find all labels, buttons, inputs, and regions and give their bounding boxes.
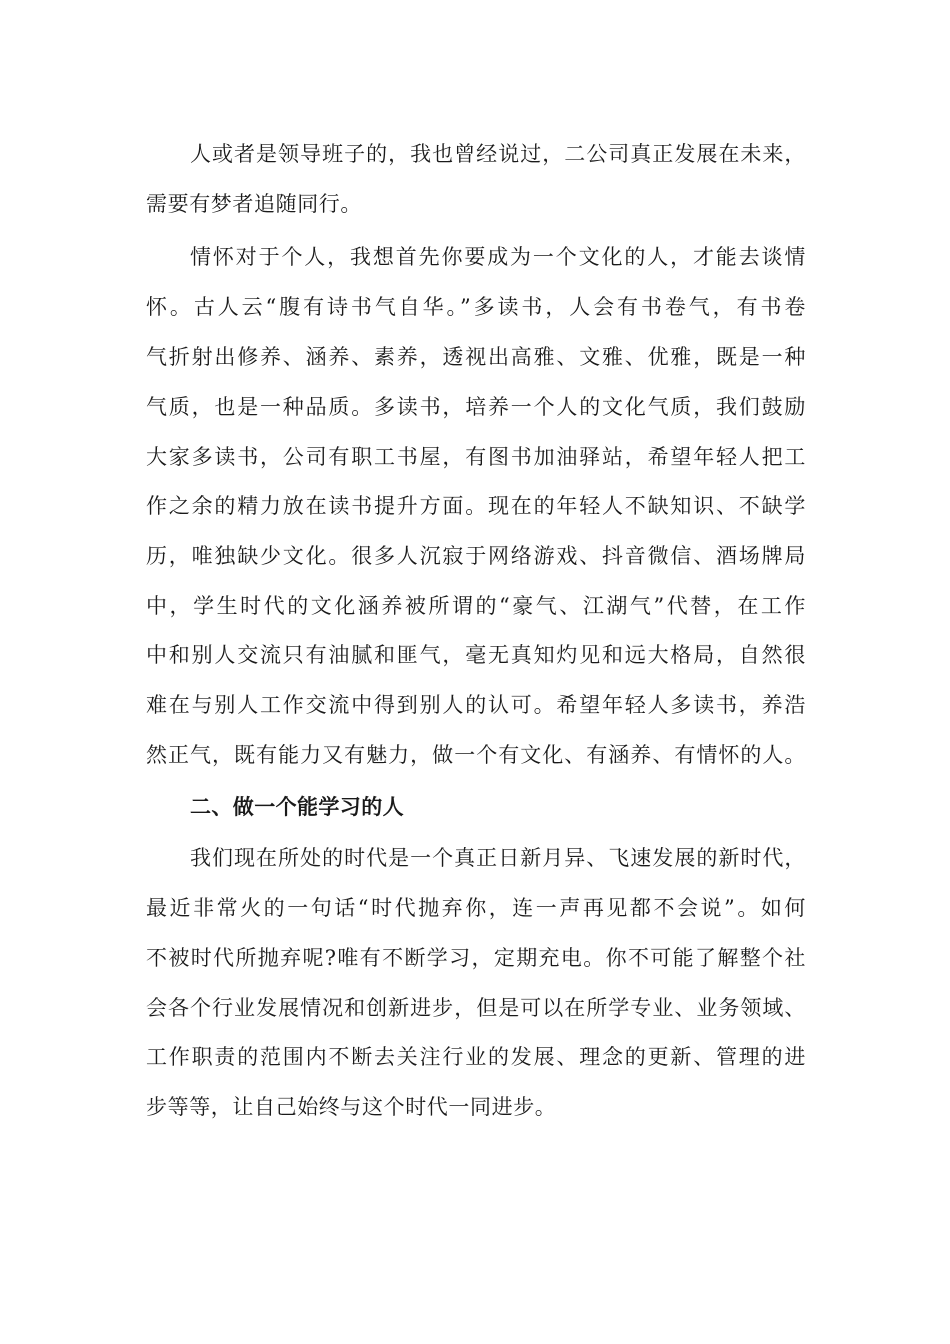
paragraph-line: 历，唯独缺少文化。很多人沉寂于网络游戏、抖音微信、酒场牌局 — [146, 544, 806, 568]
section-heading: 二、做一个能学习的人 — [190, 795, 404, 819]
paragraph-line: 中，学生时代的文化涵养被所谓的“豪气、江湖气”代替，在工作 — [146, 594, 806, 618]
paragraph-line: 大家多读书，公司有职工书屋，有图书加油驿站，希望年轻人把工 — [146, 445, 806, 469]
paragraph-line: 中和别人交流只有油腻和匪气，毫无真知灼见和远大格局，自然很 — [146, 643, 806, 667]
paragraph-line: 我们现在所处的时代是一个真正日新月异、飞速发展的新时代， — [190, 846, 806, 870]
paragraph-line: 怀。古人云“腹有诗书气自华。”多读书，人会有书卷气，有书卷 — [146, 295, 806, 319]
paragraph-line: 人或者是领导班子的，我也曾经说过，二公司真正发展在未来， — [190, 142, 806, 166]
paragraph-line: 会各个行业发展情况和创新进步，但是可以在所学专业、业务领域、 — [146, 996, 806, 1020]
paragraph-line: 难在与别人工作交流中得到别人的认可。希望年轻人多读书，养浩 — [146, 693, 806, 717]
paragraph-line: 情怀对于个人，我想首先你要成为一个文化的人，才能去谈情 — [190, 245, 806, 269]
paragraph-line: 不被时代所抛弃呢?唯有不断学习，定期充电。你不可能了解整个社 — [146, 946, 806, 970]
paragraph-line: 作之余的精力放在读书提升方面。现在的年轻人不缺知识、不缺学 — [146, 494, 806, 518]
paragraph-line: 然正气，既有能力又有魅力，做一个有文化、有涵养、有情怀的人。 — [146, 743, 806, 767]
paragraph-line: 需要有梦者追随同行。 — [146, 192, 362, 216]
paragraph-line: 气折射出修养、涵养、素养，透视出高雅、文雅、优雅，既是一种 — [146, 345, 806, 369]
paragraph-line: 气质，也是一种品质。多读书，培养一个人的文化气质，我们鼓励 — [146, 395, 806, 419]
paragraph-line: 工作职责的范围内不断去关注行业的发展、理念的更新、管理的进 — [146, 1045, 806, 1069]
paragraph-line: 步等等，让自己始终与这个时代一同进步。 — [146, 1095, 557, 1119]
paragraph-line: 最近非常火的一句话“时代抛弃你，连一声再见都不会说”。如何 — [146, 896, 806, 920]
